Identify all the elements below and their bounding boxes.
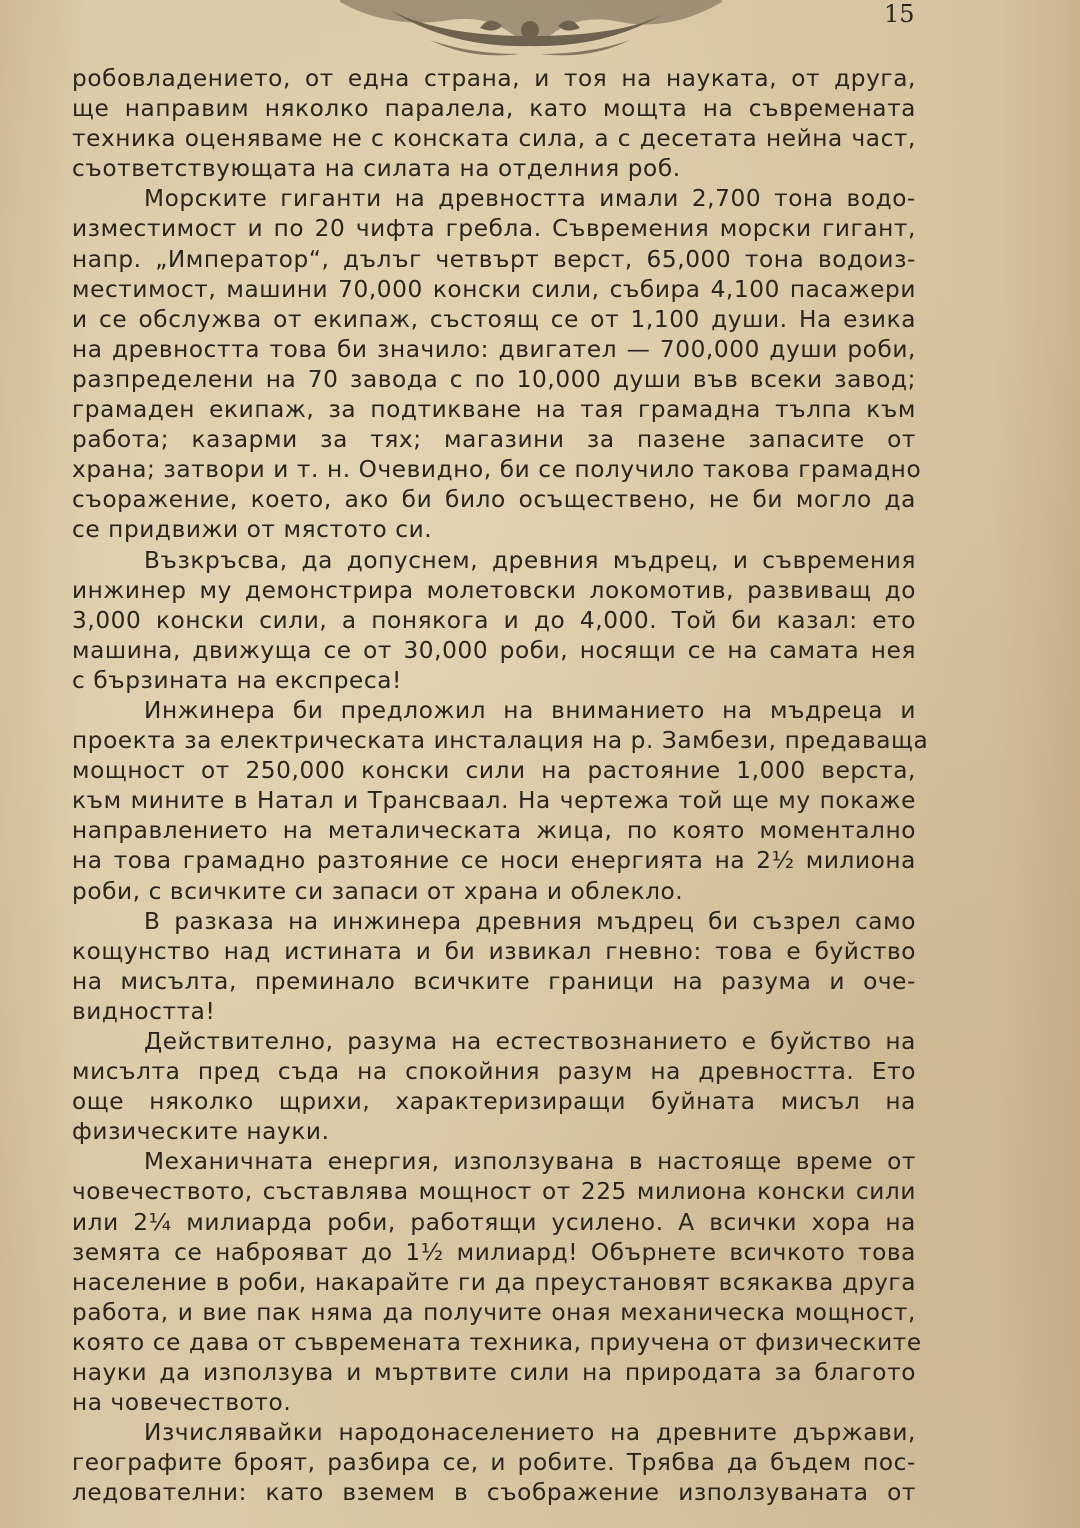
text-line: роби, с всичките си запаси от храна и облекло. [72,877,684,905]
text-line: Морските гиганти на древността имали 2,700 тона водо- [144,185,916,213]
text-line: Механичната енергия, използувана в настояще време от [144,1148,916,1176]
decorative-vignette [330,0,730,58]
text-line: кощунство над истината и би извикал гневно: това е буйство [72,937,916,965]
text-line: работа, и вие пак няма да получите оная механическа мощност, [72,1298,916,1326]
text-line: направлението на металическата жица, по която моментално [72,817,916,845]
text-line: разпределени на 70 завода с по 10,000 души във всеки завод; [72,365,916,393]
text-line: грамаден екипаж, за подтикване на тая грамадна тълпа към [72,396,916,424]
text-line: 3,000 конски сили, а понякога и до 4,000. Той би казал: ето [72,606,916,634]
page-number: 15 [884,0,915,28]
text-line: географите броят, разбира се, и робите. Трябва да бъдем пос- [72,1449,916,1477]
body-text [72,64,929,1509]
text-line: проекта за електрическата инсталация на р. Замбези, предаваща [72,727,929,755]
text-line: население в роби, накарайте ги да преустановят всякаква друга [72,1268,916,1296]
text-line: изместимост и по 20 чифта гребла. Съвремения морски гигант, [72,215,916,243]
text-line: още няколко щрихи, характеризиращи буйната мисъл на [72,1088,916,1116]
text-line: на мисълта, преминало всичките граници на разума и оче- [72,967,916,995]
text-line: работа; казарми за тях; магазини за пазене запасите от [72,426,916,454]
text-line: местимост, машини 70,000 конски сили, събира 4,100 пасажери [72,275,916,303]
text-line: или 2¼ милиарда роби, работящи усилено. А всички хора на [72,1208,916,1236]
text-line: Инжинера би предложил на вниманието на мъдреца и [144,696,916,724]
text-line: с бързината на експреса! [72,666,402,694]
text-line: ще направим няколко паралела, като мощта на съвремената [72,95,916,123]
text-line: Действително, разума на естествознанието е буйство на [144,1028,916,1055]
text-line: техника оценяваме не с конската сила, а с десетата нейна част, [72,125,916,153]
text-line: се придвижи от мястото си. [72,516,433,544]
text-line: инжинер му демонстрира молетовски локомотив, развиващ до [72,576,916,604]
text-line: и се обслужва от екипаж, състоящ се от 1,100 души. На езика [72,305,916,333]
text-line: мисълта пред съда на спокойния разум на древността. Ето [72,1058,916,1086]
text-line: видността! [72,997,216,1025]
text-line: робовладението, от една страна, и тоя на науката, от друга, [72,65,916,92]
text-line: земята се наброяват до 1½ милиард! Обърнете всичкото това [72,1238,916,1266]
text-line: човечеството, съставлява мощност от 225 милиона конски сили [72,1178,916,1206]
text-line: Изчислявайки народонаселението на древните държави, [144,1419,916,1447]
text-line: физическите науки. [72,1118,330,1146]
text-line: В разказа на инжинера древния мъдрец би съзрел само [144,907,916,935]
text-line: съответствующата на силата на отделния роб. [72,155,681,183]
text-line: ледователни: като вземем в съображение използуваната от [72,1479,916,1507]
text-line: напр. „Император“, дълъг четвърт верст, 65,000 тона водоиз- [72,245,916,273]
text-line: на това грамадно разтояние се носи енергията на 2½ милиона [72,847,916,875]
text-line: машина, движуща се от 30,000 роби, носящи се на самата нея [72,636,916,664]
text-line: Възкръсва, да допуснем, древния мъдрец, и съвремения [144,546,916,574]
text-line: на човечеството. [72,1389,292,1417]
text-line: мощност от 250,000 конски сили на растояние 1,000 верста, [72,757,916,785]
text-line: към мините в Натал и Трансваал. На чертежа той ще му покаже [72,787,916,815]
text-line: храна; затвори и т. н. Очевидно, би се получило такова грамадно [72,456,922,484]
text-line: на древността това би значило: двигател — 700,000 души роби, [72,335,916,363]
text-line: която се дава от съвремената техника, приучена от физическите [72,1328,922,1356]
text-line: науки да използува и мъртвите сили на природата за благото [72,1359,916,1387]
text-line: съоражение, което, ако би било осъществено, не би могло да [72,486,916,514]
